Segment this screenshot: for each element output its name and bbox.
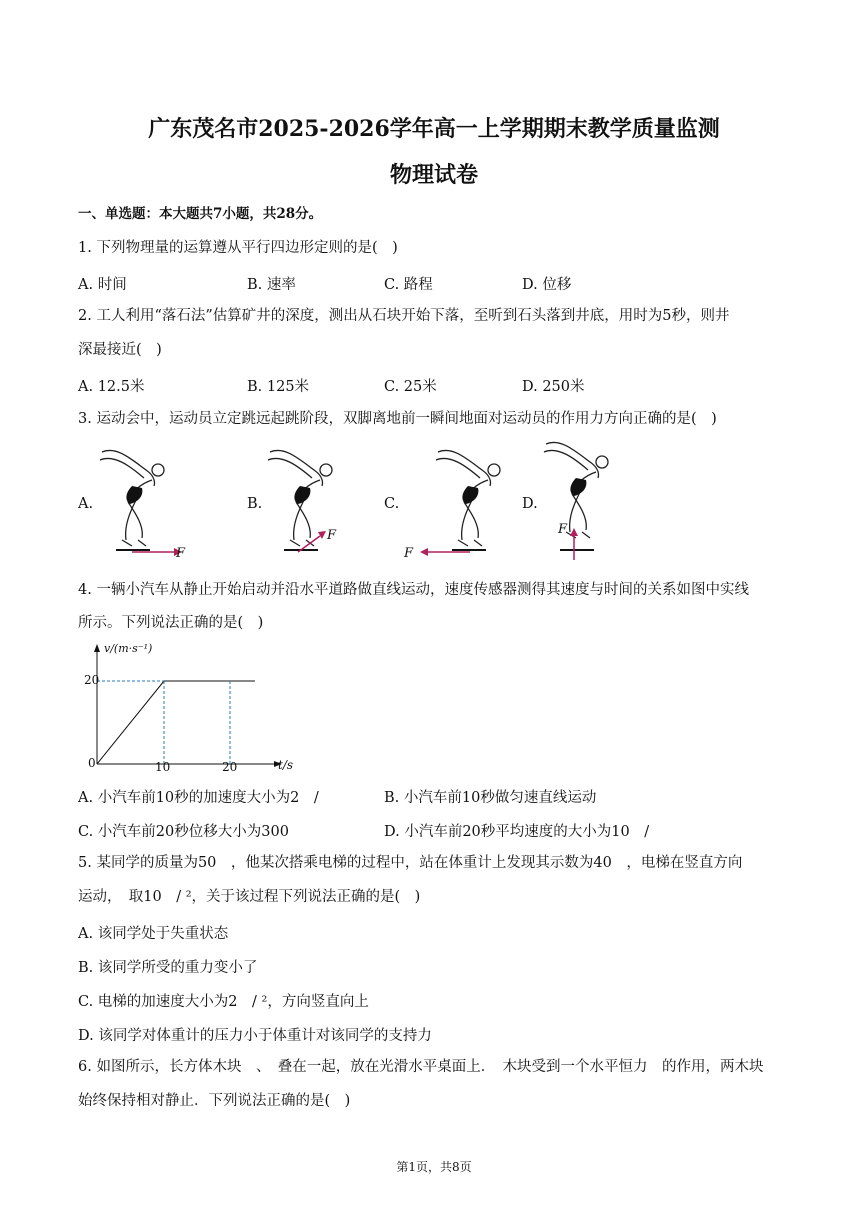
q1-option-c: C. 路程	[384, 277, 433, 293]
force-label-d: F	[558, 522, 568, 537]
graph-ytick-20: 20	[84, 673, 100, 687]
q3-option-a-label: A.	[78, 496, 94, 512]
y-axis-arrow	[94, 644, 100, 652]
q1-option-a: A. 时间	[78, 277, 127, 293]
q6-stem-line1: 6. 如图所示，长方体木块 、 叠在一起，放在光滑水平桌面上． 木块受到一个水平恒力 的作用，两木块	[78, 1059, 764, 1075]
force-label-c: F	[404, 546, 414, 561]
exam-subtitle: 物理试卷	[389, 162, 478, 188]
q3-stem: 3. 运动会中，运动员立定跳远起跳阶段，双脚离地前一瞬间地面对运动员的作用力方向正确的是( )	[78, 411, 717, 427]
graph-xtick-20: 20	[222, 760, 238, 774]
graph-xlabel: t/s	[278, 758, 294, 772]
force-label-a: F	[176, 546, 186, 561]
q3-option-c-label: C.	[384, 496, 400, 512]
q2-option-d: D. 250米	[522, 379, 585, 395]
graph-ylabel: v/(m·s⁻¹)	[104, 642, 153, 655]
q4-stem-line1: 4. 一辆小汽车从静止开始启动并沿水平道路做直线运动，速度传感器测得其速度与时间的关系如图中实线	[78, 582, 749, 598]
graph-xtick-10: 10	[155, 760, 171, 774]
q2-option-a: A. 12.5米	[78, 379, 145, 395]
q2-option-b: B. 125米	[247, 379, 310, 395]
q2-stem-line1: 2. 工人利用“落石法”估算矿井的深度，测出从石块开始下落，至听到石头落到井底，用时为5秒，则井	[78, 308, 730, 324]
q1-option-d: D. 位移	[522, 277, 572, 293]
exam-title: 广东茂名市2025-2026学年高一上学期期末教学质量监测	[148, 116, 720, 142]
force-arrow-c	[414, 540, 474, 564]
q1-option-b: B. 速率	[247, 277, 296, 293]
q4-option-a: A. 小汽车前10秒的加速度大小为2 /	[78, 790, 319, 806]
q3-option-b-label: B.	[247, 496, 263, 512]
force-label-b: F	[327, 528, 337, 543]
q5-option-a: A. 该同学处于失重状态	[78, 926, 229, 942]
q2-option-c: C. 25米	[384, 379, 437, 395]
q5-option-b: B. 该同学所受的重力变小了	[78, 960, 258, 976]
q6-stem-line2: 始终保持相对静止．下列说法正确的是( )	[78, 1093, 351, 1109]
q5-option-c: C. 电梯的加速度大小为2 / ²，方向竖直向上	[78, 994, 369, 1010]
q4-option-b: B. 小汽车前10秒做匀速直线运动	[384, 790, 597, 806]
q4-stem-line2: 所示。下列说法正确的是( )	[78, 615, 264, 631]
jumper-figure-d	[540, 432, 630, 562]
section-heading: 一、单选题：本大题共7小题，共28分。	[78, 206, 323, 222]
page-footer: 第1页，共8页	[396, 1160, 472, 1174]
q2-stem-line2: 深最接近( )	[78, 342, 162, 358]
q1-stem: 1. 下列物理量的运算遵从平行四边形定则的是( )	[78, 240, 398, 256]
q5-stem-line2: 运动， 取10 / ²，关于该过程下列说法正确的是( )	[78, 889, 421, 905]
q5-stem-line1: 5. 某同学的质量为50 ，他某次搭乘电梯的过程中，站在体重计上发现其示数为40 ，电梯在竖直方向	[78, 855, 743, 871]
q4-option-d: D. 小汽车前20秒平均速度的大小为10 /	[384, 824, 650, 840]
vt-graph	[80, 640, 300, 780]
velocity-ramp	[97, 681, 164, 764]
q4-option-c: C. 小汽车前20秒位移大小为300	[78, 824, 289, 840]
q3-option-d-label: D.	[522, 496, 538, 512]
q5-option-d: D. 该同学对体重计的压力小于体重计对该同学的支持力	[78, 1028, 432, 1044]
graph-origin: 0	[88, 756, 96, 770]
